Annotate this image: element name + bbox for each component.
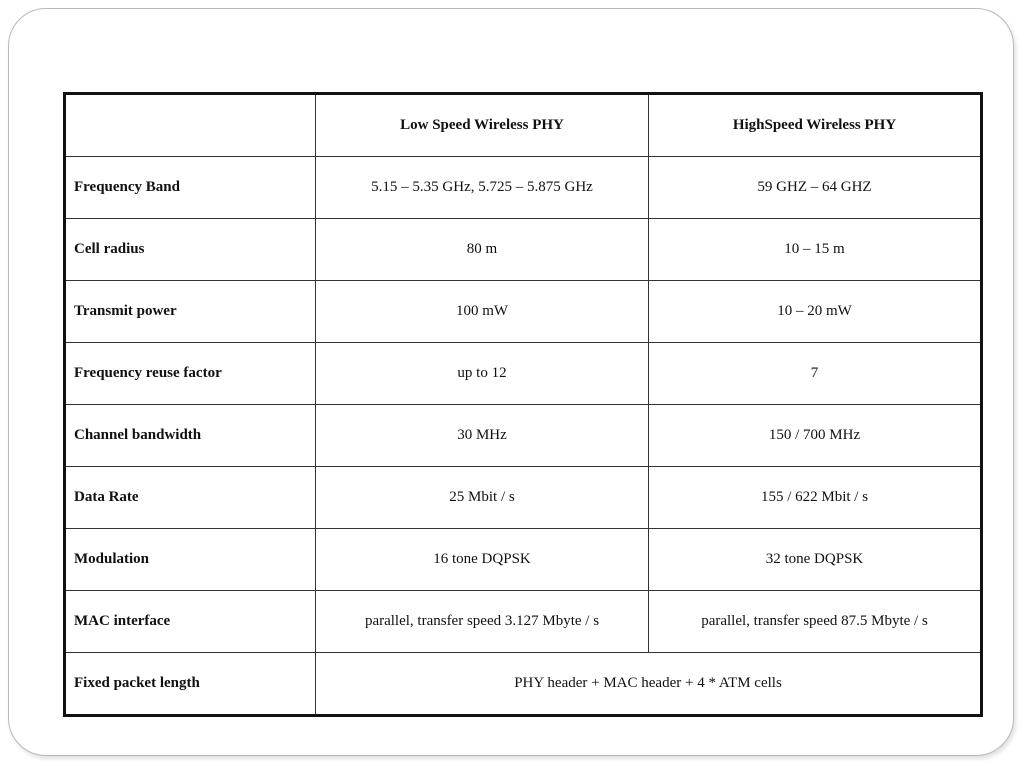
row-label: Channel bandwidth [65,405,316,467]
high-speed-value: 59 GHZ – 64 GHZ [649,157,982,219]
low-speed-value: 16 tone DQPSK [316,529,649,591]
table-row [65,467,982,529]
table-row [65,219,982,281]
table-row-last [65,653,982,716]
merged-value-cell: PHY header + MAC header + 4 * ATM cells [316,653,982,716]
table-row [65,591,982,653]
table-row [65,405,982,467]
table-header-row [65,94,982,157]
low-speed-value: 30 MHz [316,405,649,467]
row-label: MAC interface [65,591,316,653]
row-label: Frequency reuse factor [65,343,316,405]
low-speed-value: 25 Mbit / s [316,467,649,529]
high-speed-value: 155 / 622 Mbit / s [649,467,982,529]
header-low-speed: Low Speed Wireless PHY [316,94,649,157]
row-label: Frequency Band [65,157,316,219]
table-row [65,343,982,405]
row-label: Cell radius [65,219,316,281]
low-speed-value: up to 12 [316,343,649,405]
high-speed-value: 150 / 700 MHz [649,405,982,467]
low-speed-value: parallel, transfer speed 3.127 Mbyte / s [316,591,649,653]
row-label: Data Rate [65,467,316,529]
low-speed-value: 100 mW [316,281,649,343]
high-speed-value: 10 – 15 m [649,219,982,281]
table-row [65,529,982,591]
table-row [65,157,982,219]
low-speed-value: 80 m [316,219,649,281]
row-label: Transmit power [65,281,316,343]
low-speed-value: 5.15 – 5.35 GHz, 5.725 – 5.875 GHz [316,157,649,219]
high-speed-value: parallel, transfer speed 87.5 Mbyte / s [649,591,982,653]
high-speed-value: 10 – 20 mW [649,281,982,343]
table-row [65,281,982,343]
header-high-speed: HighSpeed Wireless PHY [649,94,982,157]
header-corner-cell [65,94,316,157]
phy-comparison-table [63,92,983,717]
high-speed-value: 7 [649,343,982,405]
row-label: Modulation [65,529,316,591]
high-speed-value: 32 tone DQPSK [649,529,982,591]
row-label: Fixed packet length [65,653,316,716]
